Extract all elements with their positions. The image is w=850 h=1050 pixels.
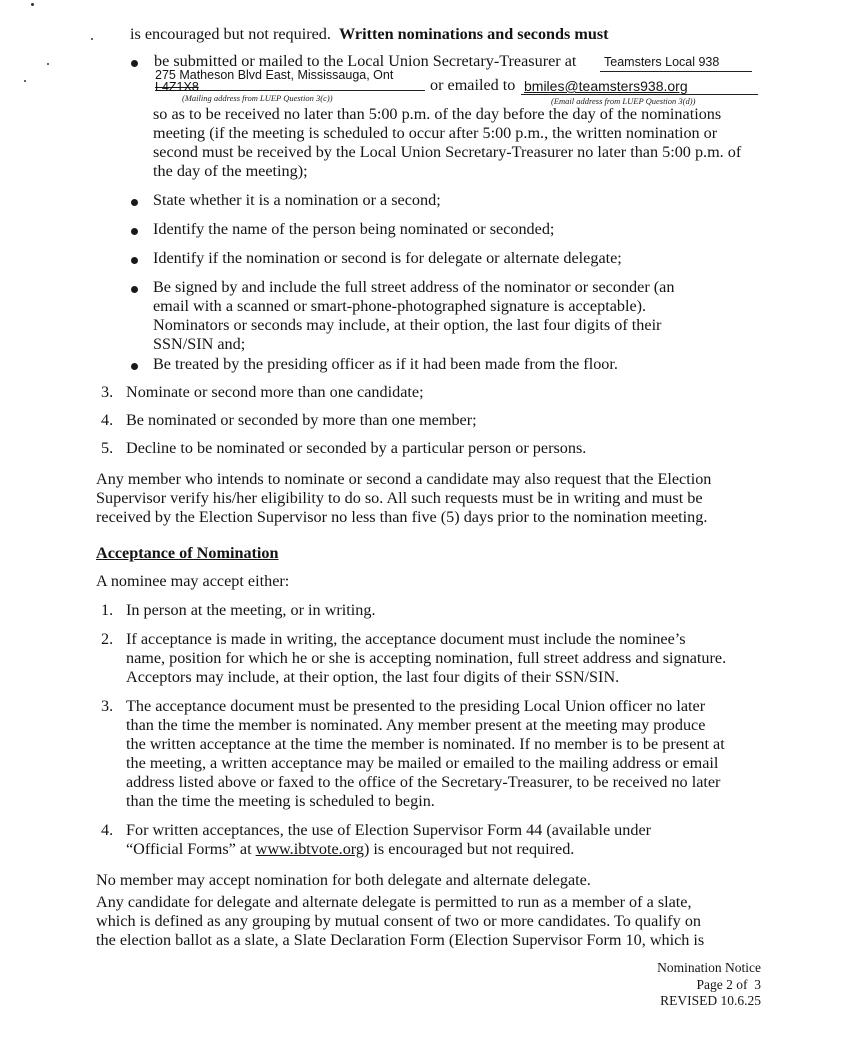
bullet-icon bbox=[131, 286, 138, 293]
bullet-icon bbox=[131, 199, 138, 206]
list-number: 4. bbox=[101, 821, 114, 839]
acceptance-intro: A nominee may accept either: bbox=[96, 572, 290, 590]
list-item: For written acceptances, the use of Election Supervisor Form 44 (available under bbox=[126, 821, 652, 839]
ibtvote-link[interactable]: www.ibtvote.org bbox=[255, 840, 364, 858]
list-item: Be signed by and include the full street address of the nominator or seconder (an bbox=[153, 278, 675, 296]
section-heading: Acceptance of Nomination bbox=[96, 544, 279, 562]
official-forms-text: “Official Forms” at bbox=[126, 840, 256, 858]
submission-line: be submitted or mailed to the Local Union Secretary-Treasurer at bbox=[154, 52, 577, 70]
intro-text: is encouraged but not required. bbox=[130, 25, 331, 43]
list-number: 3. bbox=[101, 383, 114, 401]
list-item-continuation bbox=[126, 840, 574, 859]
list-item: Nominate or second more than one candidate; bbox=[126, 383, 424, 401]
paragraph-line: Any member who intends to nominate or second a candidate may also request that the Election bbox=[96, 470, 712, 488]
page-footer bbox=[657, 960, 761, 1010]
list-item: Be treated by the presiding officer as if it had been made from the floor. bbox=[153, 355, 618, 373]
form44-tail-text: ) is encouraged but not required. bbox=[363, 840, 575, 858]
mailing-address-field-line1[interactable]: 275 Matheson Blvd East, Mississauga, Ont bbox=[155, 68, 394, 82]
list-number: 3. bbox=[101, 697, 114, 715]
list-item: In person at the meeting, or in writing. bbox=[126, 601, 376, 619]
list-number: 1. bbox=[101, 601, 114, 619]
submission-continuation: second must be received by the Local Union Secretary-Treasurer no later than 5:00 p.m. of bbox=[153, 143, 742, 161]
list-number: 4. bbox=[101, 411, 114, 429]
list-item: The acceptance document must be presented to the presiding Local Union officer no later bbox=[126, 697, 706, 715]
list-item-continuation: SSN/SIN and; bbox=[153, 335, 246, 353]
list-item: Decline to be nominated or seconded by a particular person or persons. bbox=[126, 439, 587, 457]
footer-revision: REVISED 10.6.25 bbox=[660, 993, 761, 1008]
scan-speck bbox=[47, 63, 49, 65]
paragraph-line: the election ballot as a slate, a Slate Declaration Form (Election Supervisor Form 10, which is bbox=[96, 931, 705, 949]
scan-speck bbox=[91, 38, 93, 40]
list-item-continuation: email with a scanned or smart-phone-photographed signature is acceptable). bbox=[153, 297, 647, 315]
paragraph-line: Supervisor verify his/her eligibility to do so. All such requests must be in writing and must be bbox=[96, 489, 703, 507]
list-item-continuation: the meeting, a written acceptance may be mailed or emailed to the mailing address or email bbox=[126, 754, 719, 772]
paragraph-line: which is defined as any grouping by mutual consent of two or more candidates. To qualify on bbox=[96, 912, 702, 930]
mailing-address-field-line2[interactable]: L4Z1X8 bbox=[155, 80, 199, 94]
list-item-continuation: address listed above or faxed to the office of the Secretary-Treasurer, to be received no later bbox=[126, 773, 721, 791]
list-item: If acceptance is made in writing, the acceptance document must include the nominee’s bbox=[126, 630, 686, 648]
list-number: 2. bbox=[101, 630, 114, 648]
intro-line bbox=[130, 25, 609, 44]
scan-speck bbox=[31, 3, 34, 6]
list-item-continuation: name, position for which he or she is accepting nomination, full street address and signature. bbox=[126, 649, 727, 667]
bullet-icon bbox=[131, 60, 138, 67]
list-number: 5. bbox=[101, 439, 114, 457]
submission-continuation: the day of the meeting); bbox=[153, 162, 308, 180]
submission-continuation: so as to be received no later than 5:00 p.m. of the day before the day of the nominations bbox=[153, 105, 722, 123]
intro-bold-text: Written nominations and seconds must bbox=[339, 25, 609, 43]
bullet-icon bbox=[131, 363, 138, 370]
mailing-address-caption: (Mailing address from LUEP Question 3(c)) bbox=[182, 93, 333, 103]
footer-page-number: Page 2 of 3 bbox=[696, 976, 761, 992]
bullet-icon bbox=[131, 228, 138, 235]
scan-speck bbox=[24, 80, 26, 82]
footer-doc-name: Nomination Notice bbox=[657, 960, 761, 975]
list-item: State whether it is a nomination or a second; bbox=[153, 191, 441, 209]
submission-continuation: meeting (if the meeting is scheduled to occur after 5:00 p.m., the written nomination or bbox=[153, 124, 718, 142]
email-caption: (Email address from LUEP Question 3(d)) bbox=[551, 96, 696, 106]
paragraph-line: received by the Election Supervisor no less than five (5) days prior to the nomination meeting. bbox=[96, 508, 708, 526]
list-item-continuation: than the time the member is nominated. Any member present at the meeting may produce bbox=[126, 716, 706, 734]
list-item-continuation: the written acceptance at the time the member is nominated. If no member is to be present at bbox=[126, 735, 725, 753]
paragraph-line: Any candidate for delegate and alternate delegate is permitted to run as a member of a slate, bbox=[96, 893, 692, 911]
recipient-field[interactable]: Teamsters Local 938 bbox=[604, 55, 720, 69]
email-field[interactable]: bmiles@teamsters938.org bbox=[524, 78, 688, 94]
or-emailed-label: or emailed to bbox=[430, 76, 516, 94]
list-item-continuation: Acceptors may include, at their option, the last four digits of their SSN/SIN. bbox=[126, 668, 620, 686]
list-item: Identify if the nomination or second is for delegate or alternate delegate; bbox=[153, 249, 622, 267]
bullet-icon bbox=[131, 257, 138, 264]
list-item-continuation: than the time the meeting is scheduled to begin. bbox=[126, 792, 435, 810]
list-item: Be nominated or seconded by more than one member; bbox=[126, 411, 477, 429]
no-member-sentence: No member may accept nomination for both delegate and alternate delegate. bbox=[96, 871, 591, 889]
list-item: Identify the name of the person being nominated or seconded; bbox=[153, 220, 555, 238]
list-item-continuation: Nominators or seconds may include, at their option, the last four digits of their bbox=[153, 316, 662, 334]
